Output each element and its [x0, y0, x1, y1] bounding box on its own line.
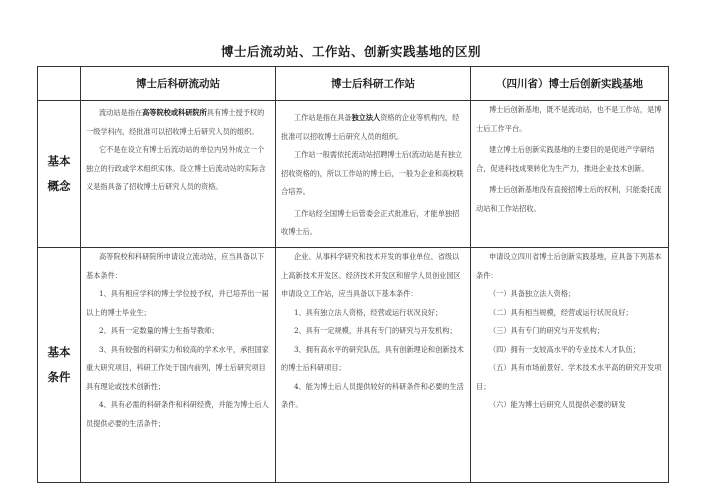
- paragraph: （二）具有相当规模，经营或运行状况良好；: [488, 307, 633, 317]
- paragraph: 2、具有一定数量的博士生指导教师；: [98, 326, 219, 335]
- page-title: 博士后流动站、工作站、创新实践基地的区别: [220, 44, 481, 59]
- row-label-conditions: 基本 条件: [38, 248, 81, 483]
- table-header-row: [38, 67, 669, 101]
- paragraph: （五）具有市场前景好、学术技术水平高的研究开发项目；: [476, 363, 662, 391]
- paragraph: 高等院校和科研院所申请设立流动站，应当具备以下基本条件：: [86, 252, 265, 280]
- row-label-concept: 基本 概念: [38, 101, 81, 248]
- table-row-conditions: [38, 248, 669, 483]
- header-corner: [38, 67, 81, 101]
- paragraph: 2、具有一定规模，并具有专门的研究与开发机构；: [293, 326, 457, 335]
- header-mobile-station: 博士后科研流动站: [81, 67, 276, 101]
- comparison-table: [37, 66, 669, 483]
- paragraph: （六）能为博士后研究人员提供必要的研发: [488, 400, 626, 409]
- paragraph: 1、具有独立法人资格，经营或运行状况良好；: [293, 307, 443, 317]
- paragraph: 工作站是指在具备独立法人资格的企业等机构内，经批准可以招收博士后研究人员的组织。: [281, 113, 460, 141]
- paragraph: 4、具有必需的科研条件和科研经费，并能为博士后人员提供必要的生活条件；: [86, 400, 269, 428]
- paragraph: 工作站一般需依托流动站招聘博士后(流动站是有独立招收资格的)，所以工作站的博士后，一般为企业和高校联合培养。: [281, 150, 464, 196]
- paragraph: 工作站经全国博士后管委会正式批准后，才能单独招收博士后。: [281, 208, 460, 236]
- paragraph: 流动站是指在高等院校或科研院所具有博士授予权的一级学科内，经批准可以招收博士后研究人员的组织。: [86, 108, 265, 136]
- header-innovation-base: （四川省）博士后创新实践基地: [471, 67, 669, 101]
- paragraph: 1、具有相应学科的博士学位授予权，并已培养出一届以上的博士毕业生；: [86, 289, 269, 317]
- cell-conditions-workstation: [276, 248, 471, 483]
- paragraph: （四）拥有一支较高水平的专业技术人才队伍；: [488, 344, 640, 354]
- paragraph: （一）具备独立法人资格；: [488, 289, 576, 298]
- paragraph: 它不是在设立有博士后流动站的单位内另外成立一个独立的行政或学术组织实体。设立博士后流动站的实际含义是指具备了招收博士后研究人员的资格。: [86, 145, 266, 191]
- paragraph: 企业、从事科学研究和技术开发的事业单位、省级以上高新技术开发区、经济技术开发区和留学人员创业园区申请设立工作站，应当具备以下基本条件：: [281, 252, 461, 298]
- cell-concept-innovation-base: [471, 101, 669, 248]
- paragraph: 4、能为博士后人员提供较好的科研条件和必要的生活条件。: [281, 381, 464, 409]
- paragraph: 博士后创新基地没有直接招博士后的权利，只能委托流动站和工作站招收。: [476, 185, 662, 213]
- paragraph: 3、拥有高水平的研究队伍，具有创新理论和创新技术的博士后科研项目；: [281, 344, 464, 372]
- header-workstation: 博士后科研工作站: [276, 67, 471, 101]
- cell-conditions-mobile-station: [81, 248, 276, 483]
- paragraph: 博士后创新基地，既不是流动站，也不是工作站，是博士后工作平台。: [476, 105, 662, 133]
- paragraph: 3、具有较强的科研实力和较高的学术水平，承担国家重大研究项目，科研工作处于国内前列，博士后研究项目具有理论或技术创新性；: [86, 344, 269, 391]
- paragraph: 申请设立四川省博士后创新实践基地，应具备下列基本条件：: [476, 252, 662, 280]
- paragraph: 建立博士后创新实践基地的主要目的是促进产学研结合，促进科技成果转化为生产力，推进企业技术创新。: [476, 145, 655, 173]
- cell-concept-workstation: [276, 101, 471, 248]
- cell-concept-mobile-station: [81, 101, 276, 248]
- table-row-concept: [38, 101, 669, 248]
- paragraph: （三）具有专门的研究与开发机构；: [488, 326, 604, 335]
- cell-conditions-innovation-base: [471, 248, 669, 483]
